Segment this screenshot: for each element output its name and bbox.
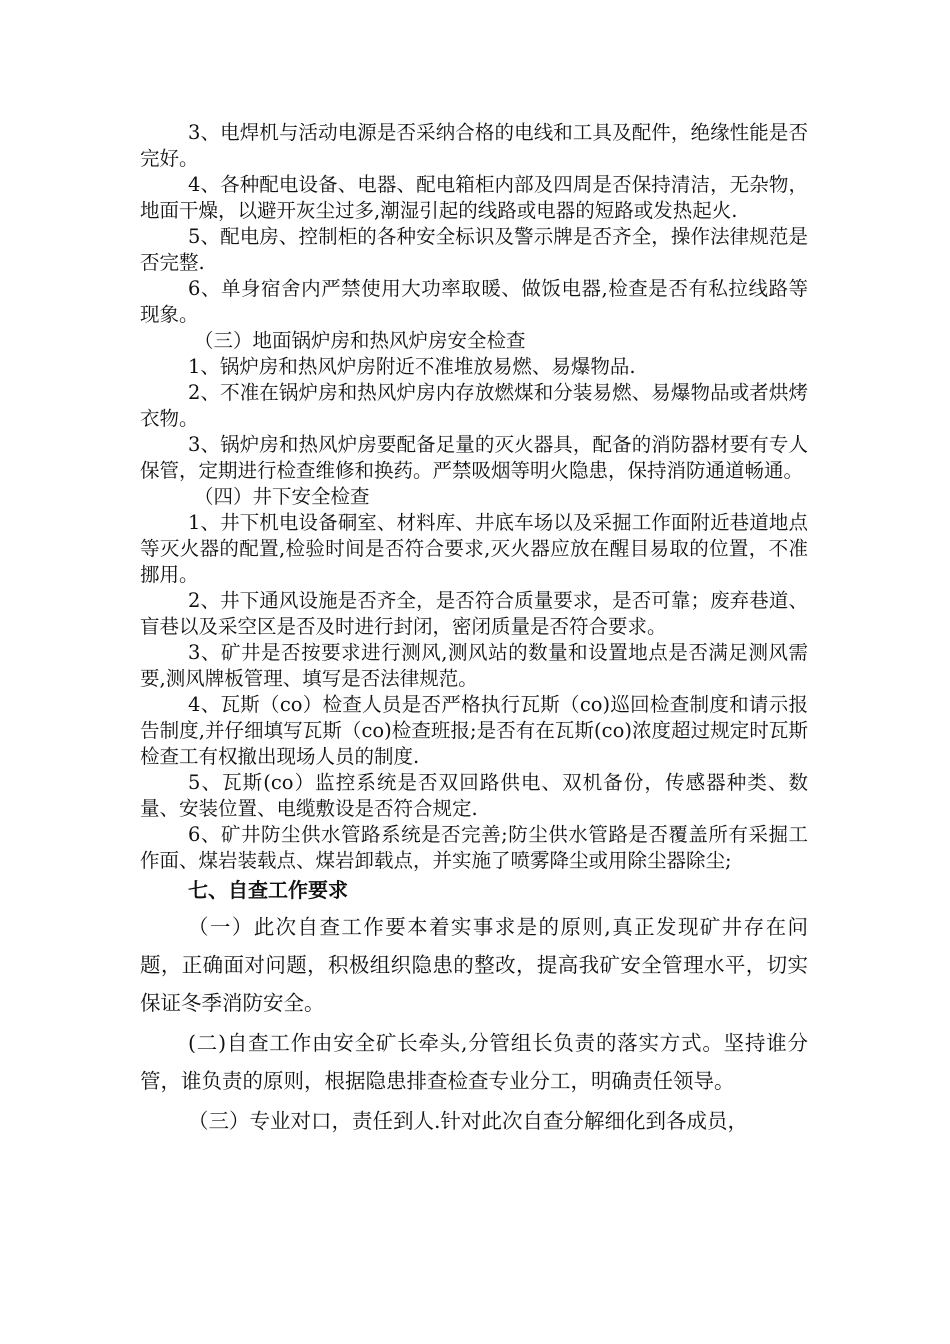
paragraph-gas-inspection: 4、瓦斯（co）检查人员是否严格执行瓦斯（co)巡回检查制度和请示报告制度,并仔细填写瓦斯（co)检查班报;是否有在瓦斯(co)浓度超过规定时瓦斯检查工有权撤出现场人员的制度. (140, 693, 808, 768)
paragraph-dormitory-appliances: 6、单身宿舍内严禁使用大功率取暖、做饭电器,检查是否有私拉线路等现象。 (140, 277, 808, 326)
paragraph-air-measurement: 3、矿井是否按要求进行测风,测风站的数量和设置地点是否满足测风需要,测风牌板管理、填写是否法律规范。 (140, 641, 808, 690)
paragraph-underground-extinguishers: 1、井下机电设备硐室、材料库、井底车场以及采掘工作面附近巷道地点等灭火器的配置,检验时间是否符合要求,灭火器应放在醒目易取的位置，不准挪用。 (140, 511, 808, 586)
paragraph-requirement-one: （一）此次自查工作要本着实事求是的原则,真正发现矿井存在问题，正确面对问题，积极组织隐患的整改，提高我矿安全管理水平，切实保证冬季消防安全。 (140, 915, 808, 1015)
paragraph-safety-signs: 5、配电房、控制柜的各种安全标识及警示牌是否齐全，操作法律规范是否完整. (140, 225, 808, 274)
paragraph-distribution-equipment: 4、各种配电设备、电器、配电箱柜内部及四周是否保持清洁，无杂物，地面干燥，以避开灰尘过多,潮湿引起的线路或电器的短路或发热起火. (140, 173, 808, 222)
paragraph-requirement-three: （三）专业对口，责任到人.针对此次自查分解细化到各成员， (188, 1109, 749, 1133)
paragraph-ventilation-facilities: 2、井下通风设施是否齐全，是否符合质量要求，是否可靠；废弃巷道、盲巷以及采空区是否及时进行封闭，密闭质量是否符合要求。 (140, 589, 808, 638)
paragraph-gas-monitoring: 5、瓦斯(co）监控系统是否双回路供电、双机备份，传感器种类、数量、安装位置、电缆敷设是否符合规定. (140, 771, 808, 820)
document-page (140, 120, 808, 1142)
paragraph-welder-cables: 3、电焊机与活动电源是否采纳合格的电线和工具及配件，绝缘性能是否完好。 (140, 121, 808, 170)
section-underground-inspection: （四）井下安全检查 (194, 485, 370, 508)
paragraph-boiler-extinguishers: 3、锅炉房和热风炉房要配备足量的灭火器具，配备的消防器材要有专人保管，定期进行检查维修和换药。严禁吸烟等明火隐患，保持消防通道畅通。 (140, 433, 808, 482)
paragraph-boiler-no-flammables: 1、锅炉房和热风炉房附近不准堆放易燃、易爆物品. (188, 355, 636, 378)
paragraph-dust-prevention: 6、矿井防尘供水管路系统是否完善;防尘供水管路是否覆盖所有采掘工作面、煤岩装载点、煤岩卸载点，并实施了喷雾降尘或用除尘器除尘; (140, 823, 808, 872)
paragraph-boiler-no-storage: 2、不准在锅炉房和热风炉房内存放燃煤和分装易燃、易爆物品或者烘烤衣物。 (140, 381, 808, 430)
paragraph-requirement-two: (二)自查工作由安全矿长牵头,分管组长负责的落实方式。坚持谁分管，谁负责的原则，根据隐患排查检查专业分工，明确责任领导。 (140, 1031, 808, 1093)
heading-self-inspection-requirements: 七、自查工作要求 (188, 878, 348, 902)
section-boiler-room-inspection: （三）地面锅炉房和热风炉房安全检查 (194, 329, 526, 352)
